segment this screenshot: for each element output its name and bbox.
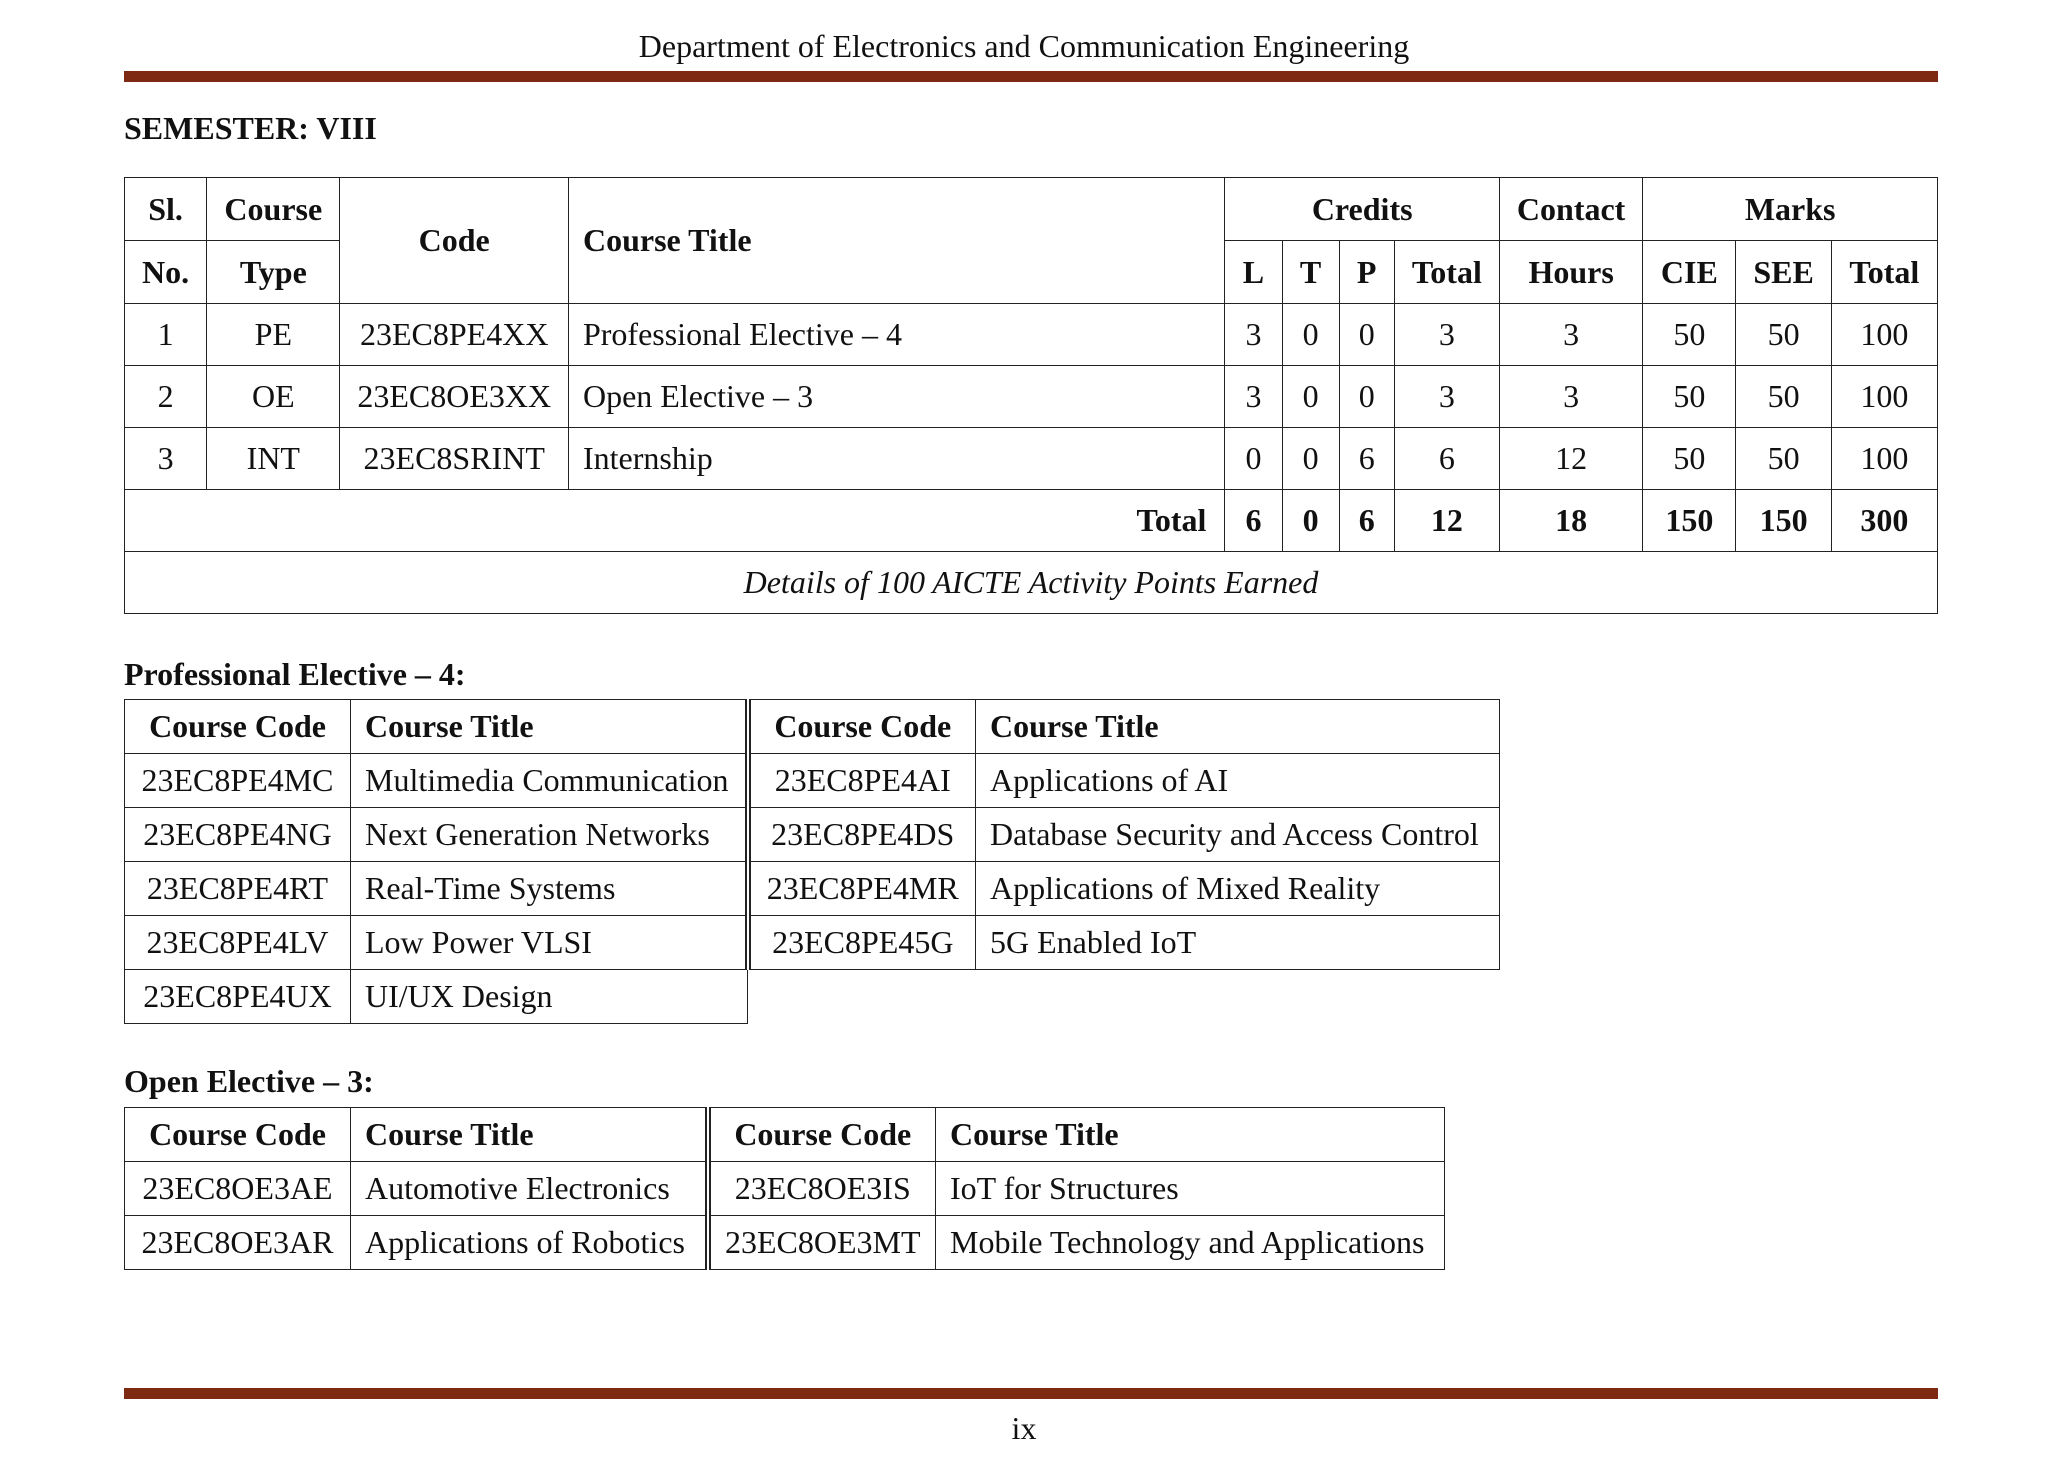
- credits-header: Credits: [1225, 178, 1500, 241]
- page-number: ix: [1011, 1410, 1037, 1446]
- total-cell: 12: [1394, 490, 1499, 552]
- course-code-header: Course Code: [125, 700, 351, 754]
- marks-header: Marks: [1643, 178, 1938, 241]
- course-title: Mobile Technology and Applications: [936, 1216, 1445, 1270]
- header-rule: [124, 71, 1938, 82]
- aicte-note: Details of 100 AICTE Activity Points Earned: [125, 552, 1938, 614]
- table-row: [125, 304, 1938, 366]
- cell: 100: [1831, 304, 1937, 366]
- course-title: Next Generation Networks: [351, 808, 748, 862]
- cell: 6: [1339, 428, 1394, 490]
- course-code: 23EC8PE4NG: [125, 808, 351, 862]
- course-title-header: Course Title: [976, 700, 1500, 754]
- cell: 3: [1394, 304, 1499, 366]
- semester-course-table: [124, 177, 1938, 614]
- total-cell: 150: [1736, 490, 1831, 552]
- table-row: [125, 970, 1500, 1024]
- table-row: [125, 754, 1500, 808]
- course-title-header: Course Title: [351, 1108, 708, 1162]
- cell: 50: [1643, 366, 1736, 428]
- header-row: [125, 700, 1500, 754]
- open-elective-heading: Open Elective – 3:: [124, 1063, 374, 1099]
- credit-total-header: Total: [1394, 241, 1499, 304]
- cie-header: CIE: [1643, 241, 1736, 304]
- cell: 0: [1339, 366, 1394, 428]
- course-title: Applications of Robotics: [351, 1216, 708, 1270]
- cell: Open Elective – 3: [568, 366, 1224, 428]
- cell: 3: [1499, 366, 1642, 428]
- course-code: 23EC8PE4AI: [748, 754, 976, 808]
- course-code: 23EC8OE3MT: [708, 1216, 936, 1270]
- sl-no-header: Sl.: [125, 178, 207, 241]
- credit-l-header: L: [1225, 241, 1282, 304]
- header-row-1: [125, 178, 1938, 241]
- cell: 50: [1736, 428, 1831, 490]
- total-cell: 300: [1831, 490, 1937, 552]
- course-code: 23EC8PE45G: [748, 916, 976, 970]
- course-title-header: Course Title: [568, 178, 1224, 304]
- credit-t-header: T: [1282, 241, 1339, 304]
- table-row: [125, 862, 1500, 916]
- cell: 23EC8SRINT: [340, 428, 569, 490]
- table-row: [125, 428, 1938, 490]
- course-code: 23EC8PE4MC: [125, 754, 351, 808]
- cell: 23EC8OE3XX: [340, 366, 569, 428]
- cell: 0: [1282, 428, 1339, 490]
- course-code-header: Course Code: [125, 1108, 351, 1162]
- cell: PE: [207, 304, 340, 366]
- course-title: IoT for Structures: [936, 1162, 1445, 1216]
- cell: 3: [1225, 304, 1282, 366]
- cell: 50: [1736, 304, 1831, 366]
- footer-rule: [124, 1388, 1938, 1399]
- page-header-title: Department of Electronics and Communication Engineering: [638, 28, 1410, 64]
- table-row: [125, 366, 1938, 428]
- course-code: 23EC8PE4DS: [748, 808, 976, 862]
- course-type-header: Course: [207, 178, 340, 241]
- course-title: Multimedia Communication: [351, 754, 748, 808]
- table-row: [125, 916, 1500, 970]
- course-title: UI/UX Design: [351, 970, 748, 1024]
- cell: 0: [1282, 366, 1339, 428]
- professional-elective-heading: Professional Elective – 4:: [124, 656, 466, 692]
- course-title-header: Course Title: [351, 700, 748, 754]
- marks-total-header: Total: [1831, 241, 1937, 304]
- semester-heading: SEMESTER: VIII: [124, 110, 377, 146]
- cell: 1: [125, 304, 207, 366]
- cell: 0: [1282, 304, 1339, 366]
- cell: 50: [1736, 366, 1831, 428]
- cell: Internship: [568, 428, 1224, 490]
- course-code-header: Course Code: [708, 1108, 936, 1162]
- cell: 0: [1339, 304, 1394, 366]
- cell: 3: [1499, 304, 1642, 366]
- table-row: [125, 808, 1500, 862]
- course-title: Automotive Electronics: [351, 1162, 708, 1216]
- contact-hours-header: Contact: [1499, 178, 1642, 241]
- cell: 50: [1643, 428, 1736, 490]
- course-title: Database Security and Access Control: [976, 808, 1500, 862]
- table-row: [125, 1216, 1445, 1270]
- cell: 3: [1225, 366, 1282, 428]
- course-code: 23EC8OE3IS: [708, 1162, 936, 1216]
- cell: 3: [1394, 366, 1499, 428]
- course-code: 23EC8PE4RT: [125, 862, 351, 916]
- credit-p-header: P: [1339, 241, 1394, 304]
- course-code: 23EC8PE4MR: [748, 862, 976, 916]
- course-title: Applications of AI: [976, 754, 1500, 808]
- cell: 12: [1499, 428, 1642, 490]
- course-title: Applications of Mixed Reality: [976, 862, 1500, 916]
- sl-no-header-2: No.: [125, 241, 207, 304]
- course-type-header-2: Type: [207, 241, 340, 304]
- cell: OE: [207, 366, 340, 428]
- empty-cell: [748, 970, 976, 1024]
- cell: 23EC8PE4XX: [340, 304, 569, 366]
- cell: 0: [1225, 428, 1282, 490]
- total-cell: 6: [1339, 490, 1394, 552]
- aicte-row: [125, 552, 1938, 614]
- course-title: Real-Time Systems: [351, 862, 748, 916]
- cell: 50: [1643, 304, 1736, 366]
- cell: Professional Elective – 4: [568, 304, 1224, 366]
- open-elective-table: [124, 1107, 1445, 1270]
- course-code: 23EC8OE3AE: [125, 1162, 351, 1216]
- cell: 100: [1831, 428, 1937, 490]
- total-cell: 0: [1282, 490, 1339, 552]
- cell: 3: [125, 428, 207, 490]
- see-header: SEE: [1736, 241, 1831, 304]
- cell: INT: [207, 428, 340, 490]
- cell: 100: [1831, 366, 1937, 428]
- course-code: 23EC8PE4LV: [125, 916, 351, 970]
- course-code: 23EC8PE4UX: [125, 970, 351, 1024]
- course-code-header: Course Code: [748, 700, 976, 754]
- code-header: Code: [340, 178, 569, 304]
- total-row: [125, 490, 1938, 552]
- course-title-header: Course Title: [936, 1108, 1445, 1162]
- total-cell: 6: [1225, 490, 1282, 552]
- professional-elective-table: [124, 699, 1500, 1024]
- cell: 2: [125, 366, 207, 428]
- course-title: 5G Enabled IoT: [976, 916, 1500, 970]
- cell: 6: [1394, 428, 1499, 490]
- header-row: [125, 1108, 1445, 1162]
- course-title: Low Power VLSI: [351, 916, 748, 970]
- total-cell: 18: [1499, 490, 1642, 552]
- empty-cell: [976, 970, 1500, 1024]
- table-row: [125, 1162, 1445, 1216]
- course-code: 23EC8OE3AR: [125, 1216, 351, 1270]
- total-cell: 150: [1643, 490, 1736, 552]
- total-label: Total: [125, 490, 1225, 552]
- contact-hours-header-2: Hours: [1499, 241, 1642, 304]
